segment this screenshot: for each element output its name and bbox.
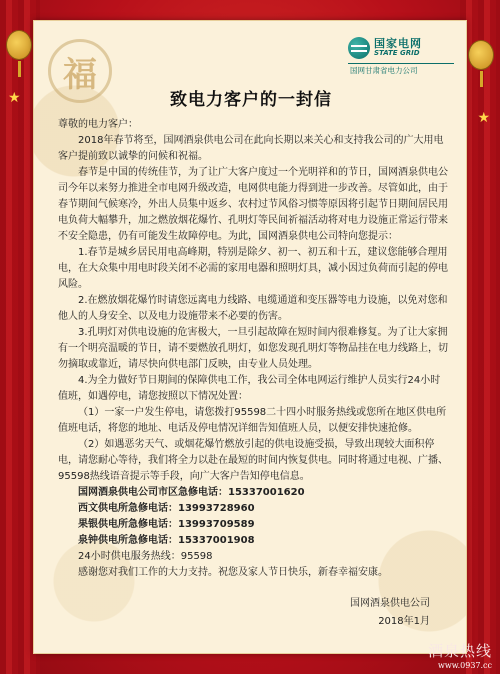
phone-number: 15337001908 xyxy=(178,535,255,546)
phone-number: 13993709589 xyxy=(178,519,255,530)
state-grid-icon xyxy=(348,37,370,59)
lantern-decoration xyxy=(468,40,494,70)
paragraph: 2018年春节将至，国网酒泉供电公司在此向长期以来关心和支持我公司的广大用电客户提前致以诚挚的问候和祝福。 xyxy=(58,135,444,162)
phone-line xyxy=(58,533,450,549)
phone-label: 国网酒泉供电公司市区急修电话： xyxy=(78,487,228,498)
lantern-decoration xyxy=(6,30,32,60)
watermark-name: 酒泉热线 xyxy=(427,642,492,660)
hotline: 24小时供电服务热线：95598 xyxy=(78,551,213,562)
phone-number: 15337001620 xyxy=(228,487,305,498)
paragraph: 春节是中国的传统佳节，为了让广大客户度过一个光明祥和的节日，国网酒泉供电公司今年以来努力推进全市电网升级改造，电网供电能力得到进一步改善。尽管如此，由于春节期间气候寒冷，外出人员集中返乡、农村过节风俗习惯等原因将引起节日期间居民用电负荷大幅攀升，加之燃放烟花爆竹、孔明灯等民间祈福活动将对电力设施正常运行带来不安全隐患，仍有可能发生故障停电。为此，国网酒泉供电公司特向您提示： xyxy=(58,167,448,242)
paragraph: （2）如遇恶劣天气、或烟花爆竹燃放引起的供电设施受损，导致出现较大面积停电，请您耐心等待，我们将全力以赴在最短的时间内恢复供电。同时将通过电视、广播、95598热线语音提示等手段，向广大客户告知停电信息。 xyxy=(58,439,448,482)
fu-seal-decoration: 福 xyxy=(48,39,112,103)
letter-paper xyxy=(33,20,467,654)
phone-label: 果银供电所急修电话： xyxy=(78,519,178,530)
logo-cn-text: 国家电网 xyxy=(374,37,422,50)
signature: 国网酒泉供电公司 xyxy=(350,598,430,609)
closing: 感谢您对我们工作的大力支持。祝您及家人节日快乐，新春幸福安康。 xyxy=(78,567,388,578)
logo-en-text: STATE GRID xyxy=(374,49,420,57)
phone-number: 13993728960 xyxy=(178,503,255,514)
paragraph: 2.在燃放烟花爆竹时请您远离电力线路、电缆通道和变压器等电力设施，以免对您和他人的人身安全、以及电力设施带来不必要的伤害。 xyxy=(58,295,448,322)
paragraph: 4.为全力做好节日期间的保障供电工作，我公司全体电网运行维护人员实行24小时值班，如遇停电，请您按照以下情况处置： xyxy=(58,375,441,402)
watermark-url: www.0937.cc xyxy=(438,661,492,670)
phone-line xyxy=(58,501,450,517)
phone-label: 西文供电所急修电话： xyxy=(78,503,178,514)
salutation: 尊敬的电力客户： xyxy=(58,119,138,130)
letter-body xyxy=(58,117,450,631)
phone-label: 泉钟供电所急修电话： xyxy=(78,535,178,546)
star-decoration: ★ xyxy=(477,110,490,126)
logo-subtitle: 国网甘肃省电力公司 xyxy=(348,63,454,77)
site-watermark xyxy=(428,640,492,670)
letter-date: 2018年1月 xyxy=(378,616,430,627)
paragraph: （1）一家一户发生停电，请您拨打95598二十四小时服务热线或您所在地区供电所值班电话，将您的地址、电话及停电情况详细告知值班人员，以便安排快速抢修。 xyxy=(58,407,447,434)
signature-block xyxy=(58,595,450,631)
paragraph: 1.春节是城乡居民用电高峰期，特别是除夕、初一、初五和十五，建议您能够合理用电，在大众集中用电时段关闭不必需的家用电器和照明灯具，减小因过负荷而引起的停电风险。 xyxy=(58,247,448,290)
state-grid-logo xyxy=(348,33,454,85)
letter-title: 致电力客户的一封信 xyxy=(170,90,332,110)
paragraph: 3.孔明灯对供电设施的危害极大，一旦引起故障在短时间内很难修复。为了让大家拥有一个明亮温暖的节日，请不要燃放孔明灯，如您发现孔明灯等物品挂在电力线路上，切勿摘取或靠近，请尽快向供电部门反映，由专业人员处理。 xyxy=(58,327,448,370)
phone-line xyxy=(58,485,450,501)
star-decoration: ★ xyxy=(8,90,21,106)
phone-line xyxy=(58,517,450,533)
